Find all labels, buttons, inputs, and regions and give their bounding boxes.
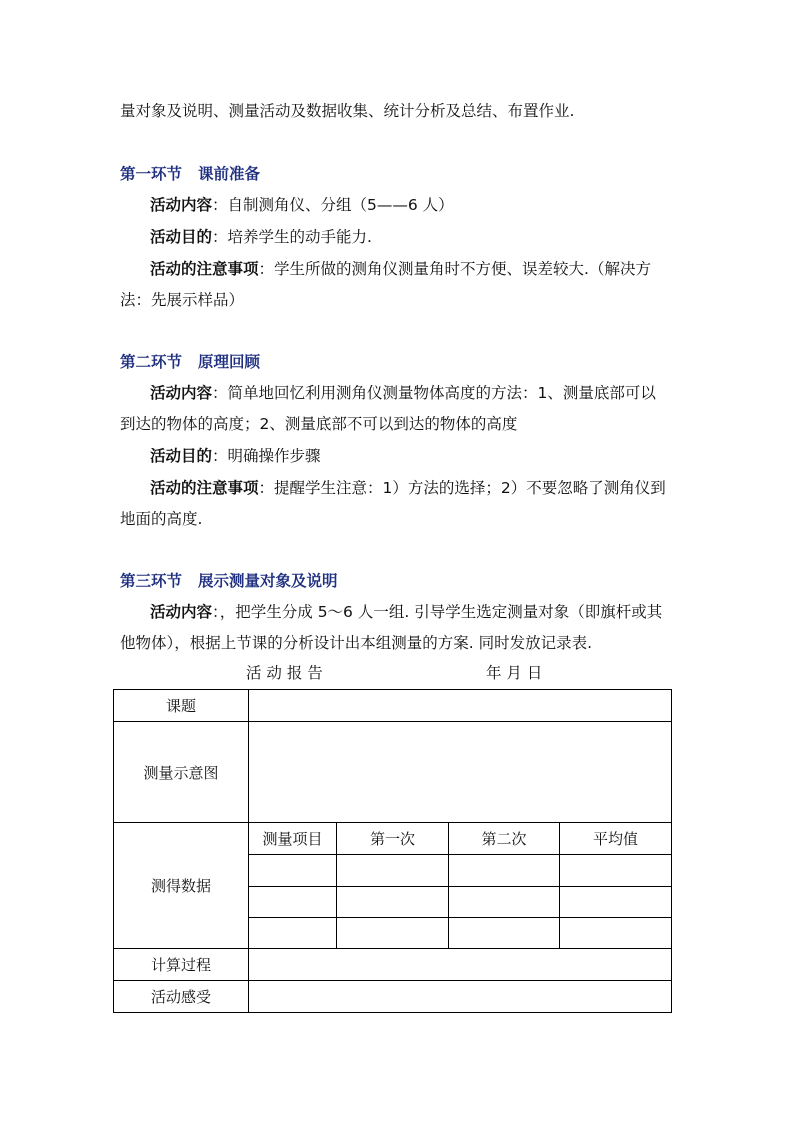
col-item: 测量项目 <box>249 823 337 855</box>
section-1-title: 第一环节 <box>120 165 183 183</box>
activity-report-table <box>113 689 672 1013</box>
col-avg: 平均值 <box>560 823 672 855</box>
report-date: 年 月 日 <box>486 664 543 682</box>
s3-content-label: 活动内容 <box>150 603 213 621</box>
data-cell <box>449 887 560 918</box>
s2-notes-label: 活动的注意事项 <box>150 479 259 497</box>
section-2-title: 第二环节 <box>120 353 183 371</box>
s2-goal <box>150 446 321 466</box>
section-1-subtitle: 课前准备 <box>198 165 261 183</box>
section-3-subtitle: 展示测量对象及说明 <box>198 572 338 590</box>
s3-content-cont: 他物体），根据上节课的分析设计出本组测量的方案. 同时发放记录表. <box>120 634 593 652</box>
report-title: 活 动 报 告 <box>246 664 323 682</box>
s3-content-text: ：，把学生分成 5～6 人一组. 引导学生选定测量对象（即旗杆或其 <box>212 603 663 621</box>
s3-content <box>150 602 662 622</box>
topic-cell <box>249 690 672 722</box>
data-cell <box>249 887 337 918</box>
topic-label: 课题 <box>114 690 249 722</box>
section-3-title: 第三环节 <box>120 572 183 590</box>
section-3-heading <box>120 571 338 591</box>
calc-cell <box>249 949 672 981</box>
intro-line: 量对象及说明、测量活动及数据收集、统计分析及总结、布置作业. <box>120 102 575 120</box>
data-cell <box>560 887 672 918</box>
s1-content-text: ：自制测角仪、分组（5——6 人） <box>212 196 454 214</box>
table-row <box>114 949 672 981</box>
s2-goal-text: ：明确操作步骤 <box>212 447 321 465</box>
data-cell <box>337 855 449 887</box>
table-row <box>114 690 672 722</box>
s2-content <box>150 383 656 403</box>
s1-notes-text: ：学生所做的测角仪测量角时不方便、误差较大.（解决方 <box>258 260 651 278</box>
s1-goal-text: ：培养学生的动手能力. <box>212 228 372 246</box>
col-first: 第一次 <box>337 823 449 855</box>
s1-goal <box>150 227 372 247</box>
s1-content <box>150 195 454 215</box>
data-cell <box>560 918 672 949</box>
diagram-cell <box>249 722 672 823</box>
s2-notes-cont: 地面的高度. <box>120 510 203 528</box>
section-2-subtitle: 原理回顾 <box>198 353 261 371</box>
data-cell <box>560 855 672 887</box>
s2-content-label: 活动内容 <box>150 384 213 402</box>
s2-notes <box>150 478 666 498</box>
data-cell <box>337 918 449 949</box>
data-cell <box>337 887 449 918</box>
col-second: 第二次 <box>449 823 560 855</box>
s2-content-cont: 到达的物体的高度；2、测量底部不可以到达的物体的高度 <box>120 415 518 433</box>
s2-goal-label: 活动目的 <box>150 447 213 465</box>
table-row <box>114 981 672 1013</box>
section-2-heading <box>120 352 260 372</box>
data-label: 测得数据 <box>114 823 249 949</box>
feel-label: 活动感受 <box>114 981 249 1013</box>
s1-notes <box>150 259 651 279</box>
feel-cell <box>249 981 672 1013</box>
s1-notes-label: 活动的注意事项 <box>150 260 259 278</box>
section-1-heading <box>120 164 260 184</box>
s1-content-label: 活动内容 <box>150 196 213 214</box>
data-cell <box>449 918 560 949</box>
data-cell <box>249 855 337 887</box>
s2-content-text: ：简单地回忆利用测角仪测量物体高度的方法：1、测量底部可以 <box>212 384 656 402</box>
s2-notes-text: ：提醒学生注意：1）方法的选择；2）不要忽略了测角仪到 <box>258 479 666 497</box>
table-row <box>114 823 672 855</box>
table-row <box>114 722 672 823</box>
data-cell <box>449 855 560 887</box>
calc-label: 计算过程 <box>114 949 249 981</box>
s1-goal-label: 活动目的 <box>150 228 213 246</box>
diagram-label: 测量示意图 <box>114 722 249 823</box>
s1-notes-cont: 法：先展示样品） <box>120 291 245 309</box>
data-cell <box>249 918 337 949</box>
